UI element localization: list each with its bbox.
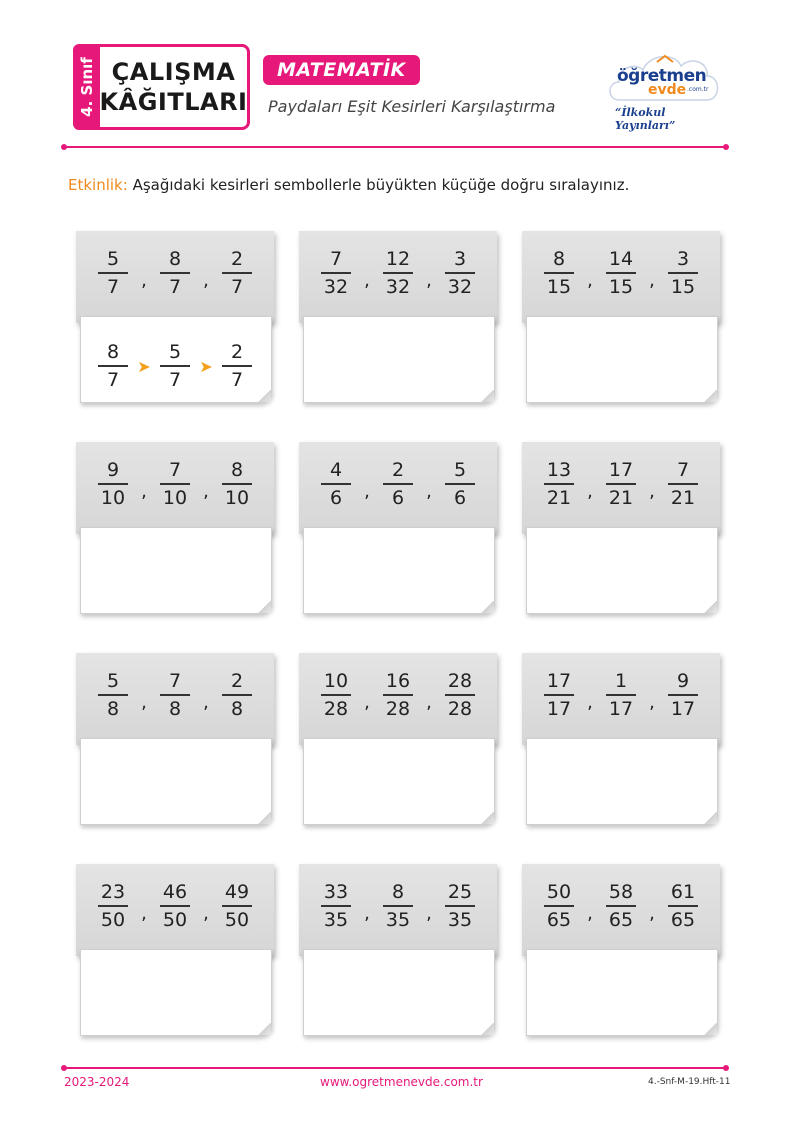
page-curl: [703, 390, 717, 402]
fraction-bar: [160, 365, 190, 367]
separator: ,: [364, 691, 370, 713]
fraction-bar: [321, 694, 351, 696]
fraction-bar: [445, 694, 475, 696]
fraction-row: [76, 665, 274, 725]
answer-box[interactable]: [80, 949, 272, 1036]
fraction: [218, 341, 256, 391]
fraction: [156, 670, 194, 720]
numerator: 8: [106, 341, 120, 364]
fraction-bar: [321, 272, 351, 274]
fraction: [540, 670, 578, 720]
numerator: 17: [546, 670, 572, 693]
fraction-row: [299, 876, 497, 936]
fraction-row: [299, 665, 497, 725]
numerator: 5: [106, 248, 120, 271]
topic-title: Paydaları Eşit Kesirleri Karşılaştırma: [268, 97, 556, 116]
denominator: 17: [608, 697, 634, 720]
fraction-bar: [606, 483, 636, 485]
fraction: [94, 341, 132, 391]
denominator: 65: [670, 908, 696, 931]
page-curl: [257, 812, 271, 824]
denominator: 32: [323, 275, 349, 298]
page-curl: [480, 1023, 494, 1035]
numerator: 2: [230, 670, 244, 693]
denominator: 50: [224, 908, 250, 931]
answer-row: [76, 336, 274, 396]
numerator: 9: [106, 459, 120, 482]
exercise-card: [76, 231, 276, 407]
fraction-bar: [445, 905, 475, 907]
numerator: 61: [670, 881, 696, 904]
page-curl: [480, 390, 494, 402]
title-line-2: KÂĞITLARI: [99, 88, 248, 116]
exercise-card: [299, 442, 499, 618]
fraction: [94, 670, 132, 720]
fraction-bar: [321, 483, 351, 485]
denominator: 7: [106, 368, 120, 391]
divider-dot: [723, 144, 729, 150]
page-curl: [703, 1023, 717, 1035]
greater-than-arrow-icon: ➤: [199, 356, 213, 376]
separator: ,: [587, 480, 593, 502]
fraction-bar: [98, 365, 128, 367]
fraction: [379, 248, 417, 298]
denominator: 65: [608, 908, 634, 931]
denominator: 7: [230, 368, 244, 391]
separator: ,: [203, 691, 209, 713]
fraction: [156, 341, 194, 391]
exercise-card: [299, 653, 499, 829]
denominator: 8: [168, 697, 182, 720]
numerator: 10: [323, 670, 349, 693]
footer-code: 4.-Snf-M-19.Hft-11: [648, 1077, 731, 1087]
answer-box[interactable]: [526, 738, 718, 825]
numerator: 5: [453, 459, 467, 482]
denominator: 10: [100, 486, 126, 509]
fraction: [94, 248, 132, 298]
logo-domain-text: .com.tr: [687, 86, 709, 93]
fraction-row: [522, 876, 720, 936]
exercise-card: [522, 442, 722, 618]
denominator: 21: [670, 486, 696, 509]
fraction: [441, 670, 479, 720]
denominator: 7: [168, 275, 182, 298]
fraction: [317, 670, 355, 720]
fraction-bar: [544, 483, 574, 485]
denominator: 7: [106, 275, 120, 298]
fraction-row: [76, 876, 274, 936]
denominator: 32: [447, 275, 473, 298]
exercise-card: [76, 442, 276, 618]
fraction: [317, 881, 355, 931]
exercise-card: [76, 864, 276, 1040]
fraction-bar: [160, 905, 190, 907]
denominator: 28: [385, 697, 411, 720]
fraction-bar: [383, 905, 413, 907]
denominator: 21: [608, 486, 634, 509]
denominator: 28: [447, 697, 473, 720]
separator: ,: [141, 480, 147, 502]
denominator: 50: [100, 908, 126, 931]
numerator: 58: [608, 881, 634, 904]
fraction-row: [522, 243, 720, 303]
separator: ,: [426, 902, 432, 924]
divider-dot: [61, 144, 67, 150]
denominator: 15: [670, 275, 696, 298]
fraction-bar: [160, 483, 190, 485]
fraction-bar: [222, 905, 252, 907]
numerator: 8: [391, 881, 405, 904]
answer-box[interactable]: [526, 949, 718, 1036]
numerator: 7: [329, 248, 343, 271]
answer-box[interactable]: [80, 527, 272, 614]
fraction-bar: [606, 272, 636, 274]
fraction-bar: [668, 483, 698, 485]
denominator: 15: [608, 275, 634, 298]
separator: ,: [649, 269, 655, 291]
fraction-row: [76, 454, 274, 514]
fraction: [441, 248, 479, 298]
numerator: 4: [329, 459, 343, 482]
denominator: 8: [106, 697, 120, 720]
numerator: 13: [546, 459, 572, 482]
fraction: [664, 670, 702, 720]
denominator: 50: [162, 908, 188, 931]
denominator: 7: [168, 368, 182, 391]
fraction-bar: [668, 905, 698, 907]
subject-badge: MATEMATİK: [263, 55, 420, 85]
header-divider: [64, 146, 726, 148]
denominator: 8: [230, 697, 244, 720]
answer-box[interactable]: [303, 949, 495, 1036]
fraction: [94, 459, 132, 509]
footer-website-link[interactable]: www.ogretmenevde.com.tr: [320, 1075, 483, 1089]
denominator: 28: [323, 697, 349, 720]
page-curl: [703, 601, 717, 613]
fraction: [664, 248, 702, 298]
fraction-row: [522, 665, 720, 725]
fraction: [664, 459, 702, 509]
fraction-bar: [98, 694, 128, 696]
fraction-bar: [383, 272, 413, 274]
exercise-card: [522, 653, 722, 829]
footer-divider: [64, 1067, 726, 1069]
numerator: 9: [676, 670, 690, 693]
numerator: 12: [385, 248, 411, 271]
numerator: 5: [168, 341, 182, 364]
fraction: [317, 459, 355, 509]
fraction-bar: [445, 483, 475, 485]
fraction-bar: [222, 365, 252, 367]
greater-than-arrow-icon: ➤: [137, 356, 151, 376]
worksheet-title: [100, 44, 250, 130]
fraction-bar: [544, 905, 574, 907]
separator: ,: [587, 691, 593, 713]
separator: ,: [141, 691, 147, 713]
fraction: [156, 881, 194, 931]
denominator: 10: [162, 486, 188, 509]
fraction-bar: [606, 905, 636, 907]
fraction-bar: [383, 483, 413, 485]
fraction-row: [299, 243, 497, 303]
instruction: [68, 176, 629, 194]
denominator: 35: [385, 908, 411, 931]
fraction: [379, 459, 417, 509]
logo-main-text: öğretmen: [617, 66, 707, 86]
logo-subtitle: “İlkokul Yayınları”: [615, 106, 676, 132]
fraction-bar: [383, 694, 413, 696]
numerator: 7: [676, 459, 690, 482]
exercise-card: [522, 864, 722, 1040]
exercise-card: [522, 231, 722, 407]
logo-second-text: evde: [648, 82, 687, 98]
separator: ,: [649, 480, 655, 502]
numerator: 17: [608, 459, 634, 482]
separator: ,: [364, 902, 370, 924]
denominator: 15: [546, 275, 572, 298]
fraction-bar: [321, 905, 351, 907]
numerator: 8: [552, 248, 566, 271]
page-curl: [257, 601, 271, 613]
answer-box[interactable]: [303, 316, 495, 403]
fraction: [218, 459, 256, 509]
denominator: 10: [224, 486, 250, 509]
numerator: 2: [230, 248, 244, 271]
exercise-card: [76, 653, 276, 829]
denominator: 6: [453, 486, 467, 509]
fraction: [156, 248, 194, 298]
fraction-bar: [544, 272, 574, 274]
fraction: [602, 881, 640, 931]
separator: ,: [649, 691, 655, 713]
exercise-card: [299, 231, 499, 407]
footer-year: 2023-2024: [64, 1075, 130, 1089]
instruction-label: Etkinlik:: [68, 176, 128, 194]
numerator: 2: [230, 341, 244, 364]
separator: ,: [203, 902, 209, 924]
instruction-text: Aşağıdaki kesirleri sembollerle büyükten küçüğe doğru sıralayınız.: [127, 176, 630, 194]
separator: ,: [426, 269, 432, 291]
answer-box[interactable]: [303, 738, 495, 825]
page-curl: [257, 1023, 271, 1035]
page-curl: [480, 812, 494, 824]
numerator: 33: [323, 881, 349, 904]
fraction: [317, 248, 355, 298]
denominator: 7: [230, 275, 244, 298]
fraction-bar: [222, 272, 252, 274]
numerator: 8: [230, 459, 244, 482]
fraction: [664, 881, 702, 931]
separator: ,: [587, 269, 593, 291]
answer-box[interactable]: [526, 527, 718, 614]
page-curl: [480, 601, 494, 613]
numerator: 46: [162, 881, 188, 904]
denominator: 6: [391, 486, 405, 509]
fraction: [94, 881, 132, 931]
answer-box[interactable]: [303, 527, 495, 614]
denominator: 65: [546, 908, 572, 931]
separator: ,: [649, 902, 655, 924]
numerator: 2: [391, 459, 405, 482]
fraction-bar: [222, 694, 252, 696]
fraction-row: [522, 454, 720, 514]
denominator: 17: [670, 697, 696, 720]
title-line-1: ÇALIŞMA: [111, 58, 236, 86]
separator: ,: [203, 480, 209, 502]
fraction-bar: [160, 272, 190, 274]
fraction: [540, 248, 578, 298]
fraction: [441, 881, 479, 931]
numerator: 14: [608, 248, 634, 271]
grade-tab: [73, 44, 101, 130]
fraction: [602, 459, 640, 509]
fraction-bar: [668, 694, 698, 696]
numerator: 1: [614, 670, 628, 693]
denominator: 6: [329, 486, 343, 509]
numerator: 16: [385, 670, 411, 693]
divider-dot: [61, 1065, 67, 1071]
publisher-logo: [605, 48, 723, 132]
numerator: 49: [224, 881, 250, 904]
fraction-bar: [606, 694, 636, 696]
fraction-row: [299, 454, 497, 514]
fraction-row: [76, 243, 274, 303]
fraction: [540, 881, 578, 931]
fraction: [602, 248, 640, 298]
fraction-bar: [445, 272, 475, 274]
fraction-bar: [98, 905, 128, 907]
separator: ,: [141, 269, 147, 291]
separator: ,: [426, 691, 432, 713]
numerator: 3: [676, 248, 690, 271]
separator: ,: [141, 902, 147, 924]
fraction-bar: [544, 694, 574, 696]
fraction-bar: [98, 483, 128, 485]
fraction-bar: [98, 272, 128, 274]
separator: ,: [364, 269, 370, 291]
fraction: [156, 459, 194, 509]
fraction: [218, 670, 256, 720]
denominator: 17: [546, 697, 572, 720]
fraction: [218, 248, 256, 298]
numerator: 28: [447, 670, 473, 693]
numerator: 3: [453, 248, 467, 271]
numerator: 23: [100, 881, 126, 904]
separator: ,: [364, 480, 370, 502]
denominator: 21: [546, 486, 572, 509]
fraction: [379, 881, 417, 931]
numerator: 7: [168, 459, 182, 482]
denominator: 35: [323, 908, 349, 931]
fraction-bar: [668, 272, 698, 274]
numerator: 50: [546, 881, 572, 904]
separator: ,: [203, 269, 209, 291]
fraction: [379, 670, 417, 720]
fraction: [540, 459, 578, 509]
fraction: [218, 881, 256, 931]
numerator: 8: [168, 248, 182, 271]
fraction-bar: [160, 694, 190, 696]
denominator: 32: [385, 275, 411, 298]
page-curl: [703, 812, 717, 824]
answer-box[interactable]: [526, 316, 718, 403]
fraction: [602, 670, 640, 720]
fraction: [441, 459, 479, 509]
answer-box[interactable]: [80, 738, 272, 825]
exercise-card: [299, 864, 499, 1040]
separator: ,: [426, 480, 432, 502]
denominator: 35: [447, 908, 473, 931]
grade-label: 4. Sınıf: [78, 57, 96, 117]
numerator: 25: [447, 881, 473, 904]
numerator: 7: [168, 670, 182, 693]
numerator: 5: [106, 670, 120, 693]
fraction-bar: [222, 483, 252, 485]
divider-dot: [723, 1065, 729, 1071]
separator: ,: [587, 902, 593, 924]
